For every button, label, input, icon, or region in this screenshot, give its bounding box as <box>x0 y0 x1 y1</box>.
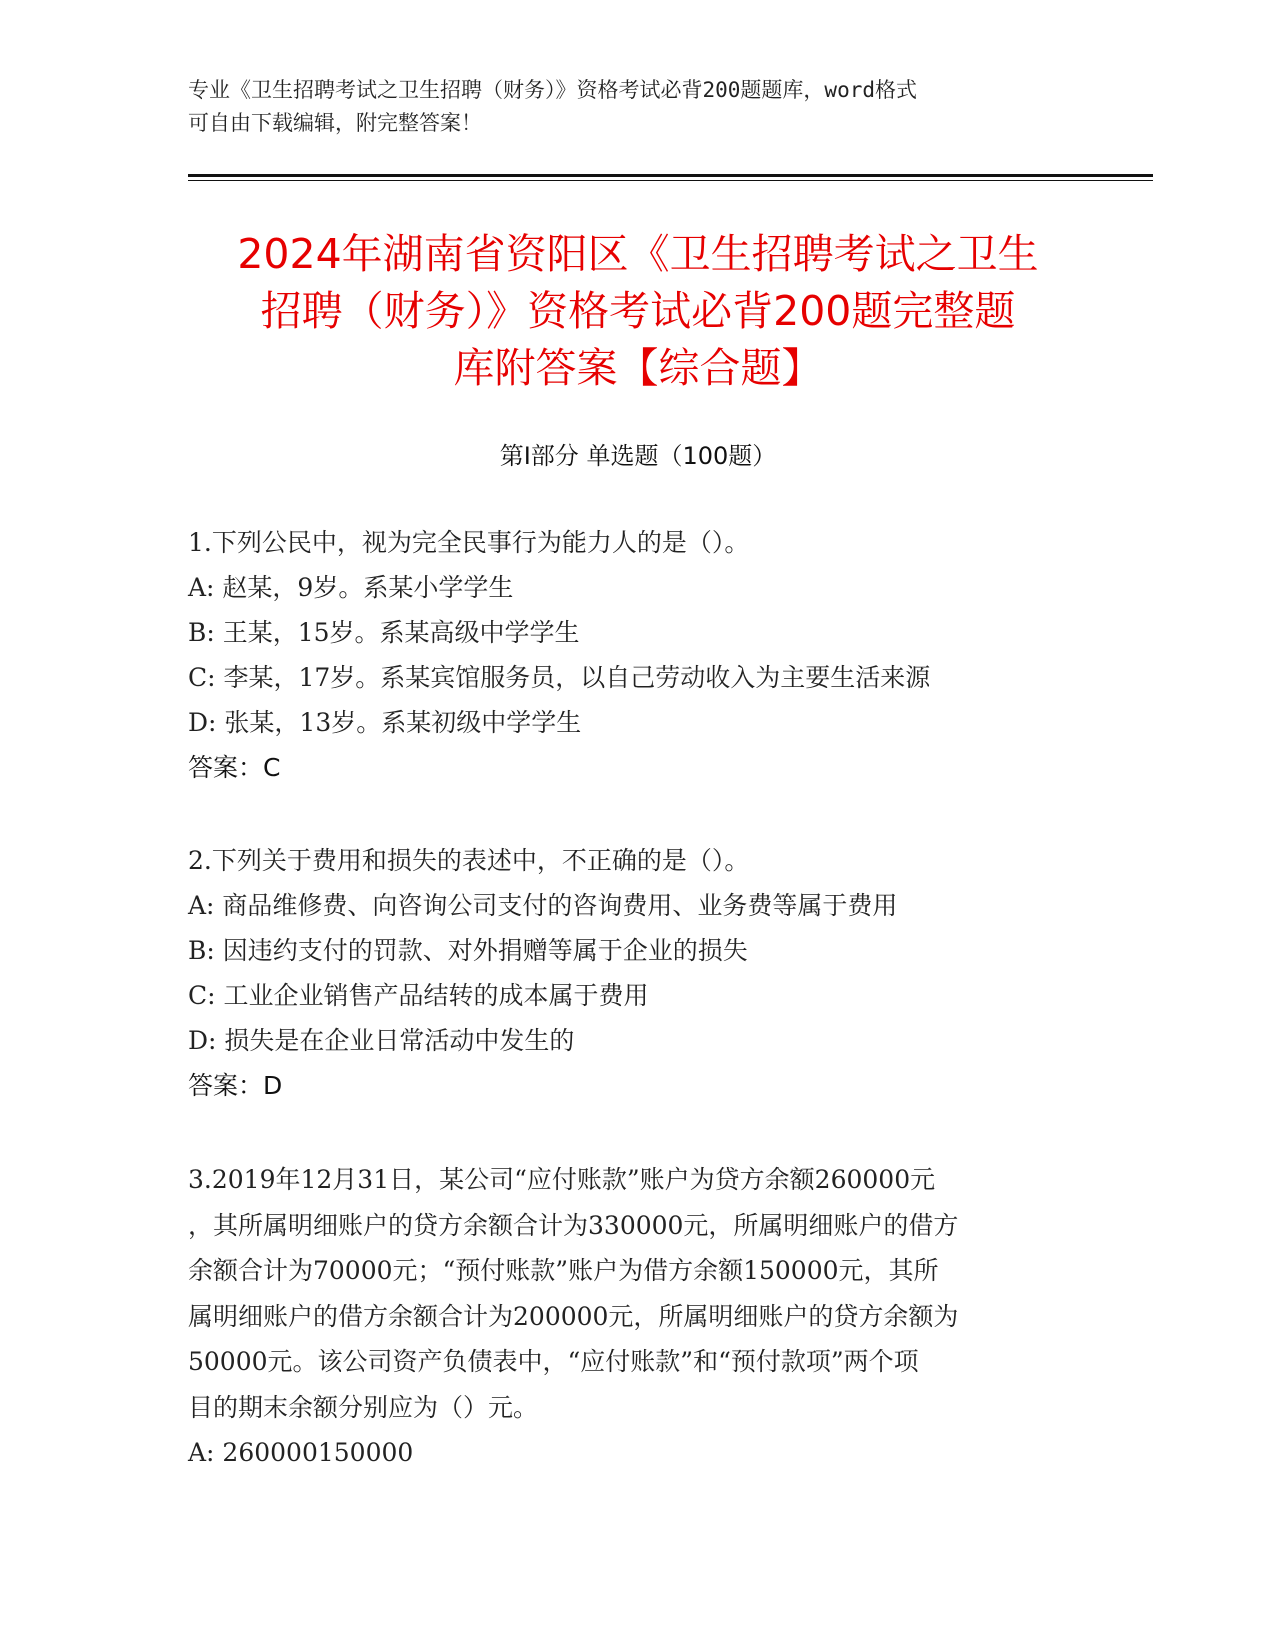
option-d: D: 损失是在企业日常活动中发生的 <box>188 1026 575 1055</box>
option-a: A: 商品维修费、向咨询公司支付的咨询费用、业务费等属于费用 <box>188 891 898 920</box>
option-a: A: 赵某，9岁。系某小学学生 <box>188 573 514 602</box>
document-title-line-1: 2024年湖南省资阳区《卫生招聘考试之卫生 <box>237 230 1039 278</box>
header-note-line-1: 专业《卫生招聘考试之卫生招聘（财务）》资格考试必背200题题库，word格式 <box>188 78 917 102</box>
header-note-line-2: 可自由下载编辑，附完整答案！ <box>188 111 482 135</box>
question-stem-line: ，其所属明细账户的贷方余额合计为330000元，所属明细账户的借方 <box>188 1210 959 1240</box>
document-title <box>188 226 1088 397</box>
option-b: B: 因违约支付的罚款、对外捐赠等属于企业的损失 <box>188 936 748 965</box>
document-title-line-2: 招聘（财务）》资格考试必背200题完整题 <box>260 287 1016 335</box>
option-c: C: 李某，17岁。系某宾馆服务员，以自己劳动收入为主要生活来源 <box>188 663 931 692</box>
option-d: D: 张某，13岁。系某初级中学学生 <box>188 708 582 737</box>
question-stem: 2.下列关于费用和损失的表述中，不正确的是（）。 <box>188 846 750 875</box>
document-title-line-3: 库附答案【综合题】 <box>453 344 823 392</box>
question-1 <box>188 520 1088 790</box>
section-heading: 第Ⅰ部分 单选题（100题） <box>499 442 777 470</box>
question-stem-line: 余额合计为70000元；“预付账款”账户为借方余额150000元，其所 <box>188 1256 939 1285</box>
option-c: C: 工业企业销售产品结转的成本属于费用 <box>188 981 649 1010</box>
header-note <box>188 74 1088 140</box>
question-stem-line: 3.2019年12月31日，某公司“应付账款”账户为贷方余额260000元 <box>188 1165 936 1194</box>
question-stem: 1.下列公民中，视为完全民事行为能力人的是（）。 <box>188 528 750 557</box>
answer-line: 答案：D <box>188 1071 283 1100</box>
header-rule-thin <box>188 180 1153 181</box>
question-stem-line: 属明细账户的借方余额合计为200000元，所属明细账户的贷方余额为 <box>188 1301 959 1331</box>
option-a: A: 260000150000 <box>188 1438 414 1467</box>
answer-line: 答案：C <box>188 753 281 782</box>
question-3 <box>188 1157 1088 1475</box>
question-2 <box>188 838 1088 1108</box>
option-b: B: 王某，15岁。系某高级中学学生 <box>188 618 580 647</box>
header-rule-thick <box>188 174 1153 177</box>
question-stem-line: 目的期末余额分别应为（）元。 <box>188 1392 539 1422</box>
question-stem-line: 50000元。该公司资产负债表中，“应付账款”和“预付款项”两个项 <box>188 1347 919 1376</box>
